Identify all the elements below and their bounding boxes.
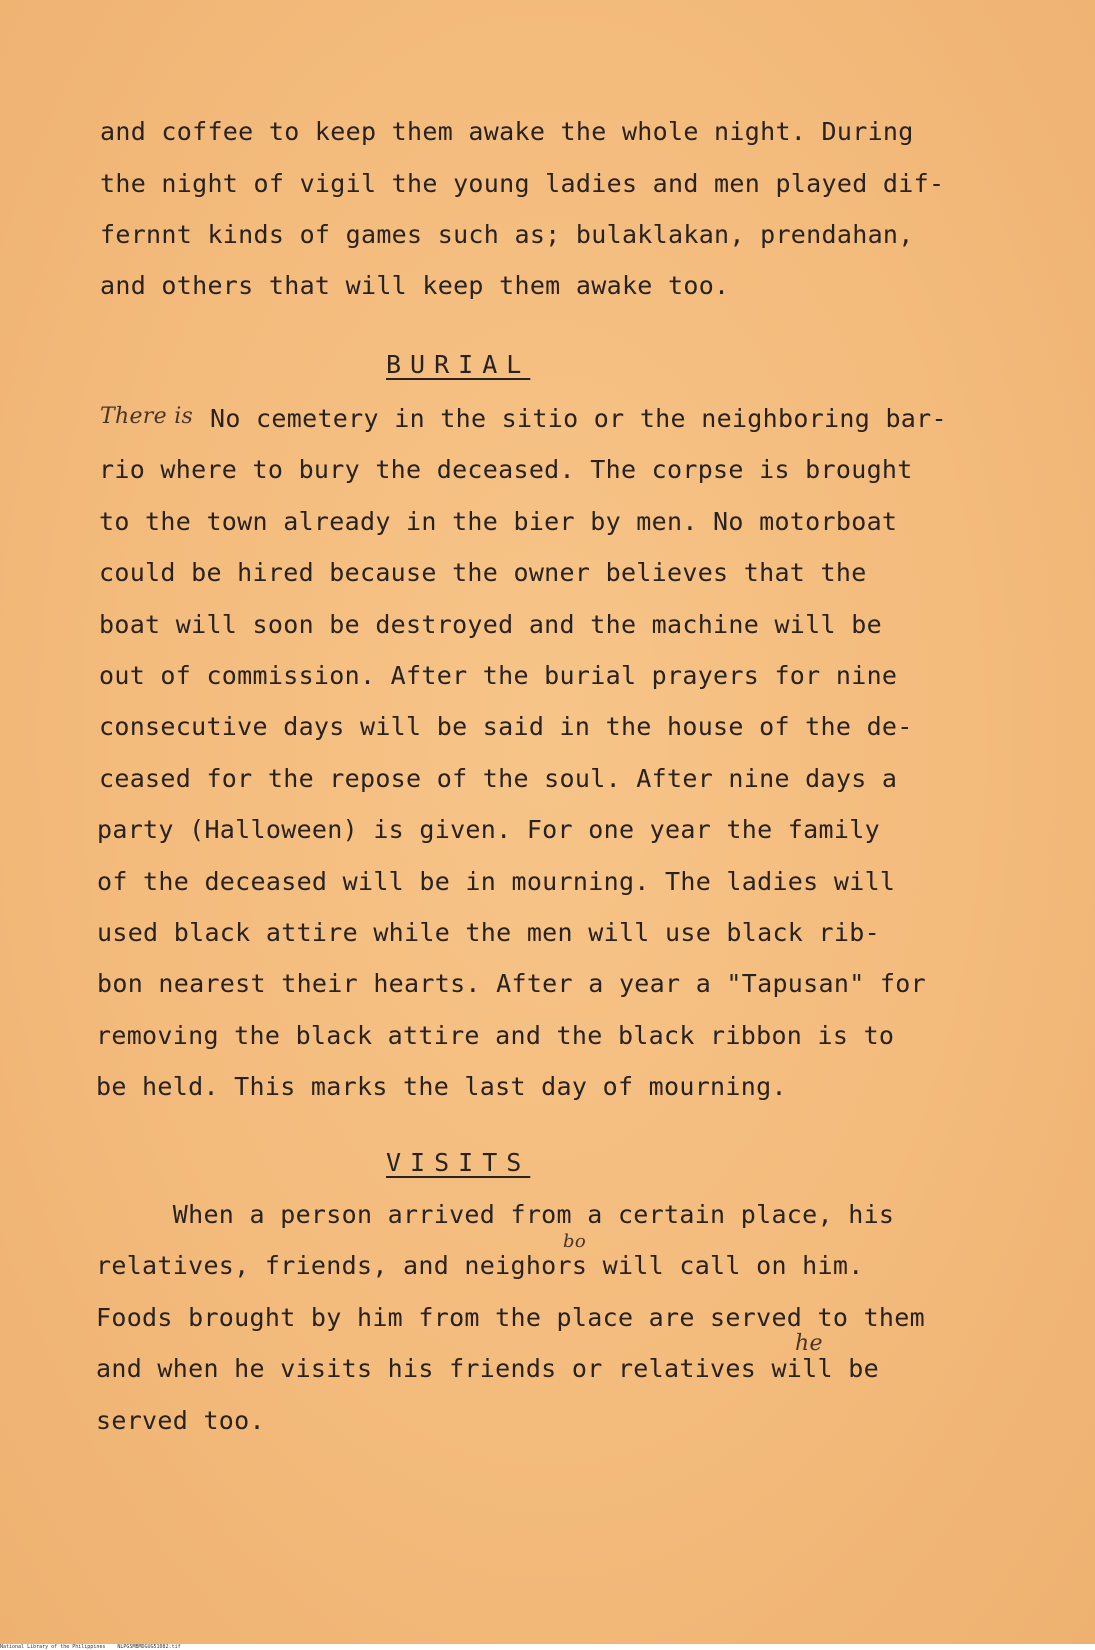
handwritten-insert: There is: [100, 404, 194, 429]
footer-caption: National Library of the Philippines NLPGSMBMDGUG51082.tif: [0, 1644, 1095, 1650]
body-line: fernnt kinds of games such as; bulaklakan, prendahan,: [100, 220, 914, 249]
body-line: and when he visits his friends or relatives will be: [96, 1354, 879, 1383]
body-line: used black attire while the men will use black rib-: [97, 918, 880, 947]
visits-heading: VISITS: [386, 1148, 531, 1177]
body-line: bon nearest their hearts. After a year a "Tapusan" for: [97, 969, 926, 998]
body-line: could be hired because the owner believes that the: [99, 558, 867, 587]
body-line: No cemetery in the sitio or the neighboring bar-: [210, 404, 947, 433]
body-line: of the deceased will be in mourning. The ladies will: [97, 867, 896, 896]
body-line: be held. This marks the last day of mourning.: [96, 1072, 787, 1101]
body-line: served too.: [96, 1406, 265, 1435]
body-line: When a person arrived from a certain place, his: [96, 1200, 895, 1229]
burial-heading: BURIAL: [386, 350, 531, 379]
body-line: to the town already in the bier by men. No motorboat: [99, 507, 898, 536]
body-line: and coffee to keep them awake the whole night. During: [100, 117, 914, 146]
body-line: ceased for the repose of the soul. After nine days a: [99, 764, 898, 793]
handwritten-insert: bo: [563, 1231, 586, 1252]
body-line: rio where to bury the deceased. The corpse is brought: [99, 455, 913, 484]
body-line: consecutive days will be said in the house of the de-: [99, 712, 913, 741]
body-line: relatives, friends, and neighors will call on him.: [96, 1251, 864, 1280]
body-line: boat will soon be destroyed and the machine will be: [99, 610, 882, 639]
body-line: party (Halloween) is given. For one year the family: [97, 815, 880, 844]
body-line: the night of vigil the young ladies and men played dif-: [100, 169, 945, 198]
body-line: out of commission. After the burial prayers for nine: [99, 661, 898, 690]
body-line: and others that will keep them awake too.: [100, 271, 730, 300]
handwritten-insert: he: [795, 1331, 823, 1356]
body-line: Foods brought by him from the place are served to them: [96, 1303, 925, 1332]
body-line: removing the black attire and the black ribbon is to: [96, 1021, 895, 1050]
